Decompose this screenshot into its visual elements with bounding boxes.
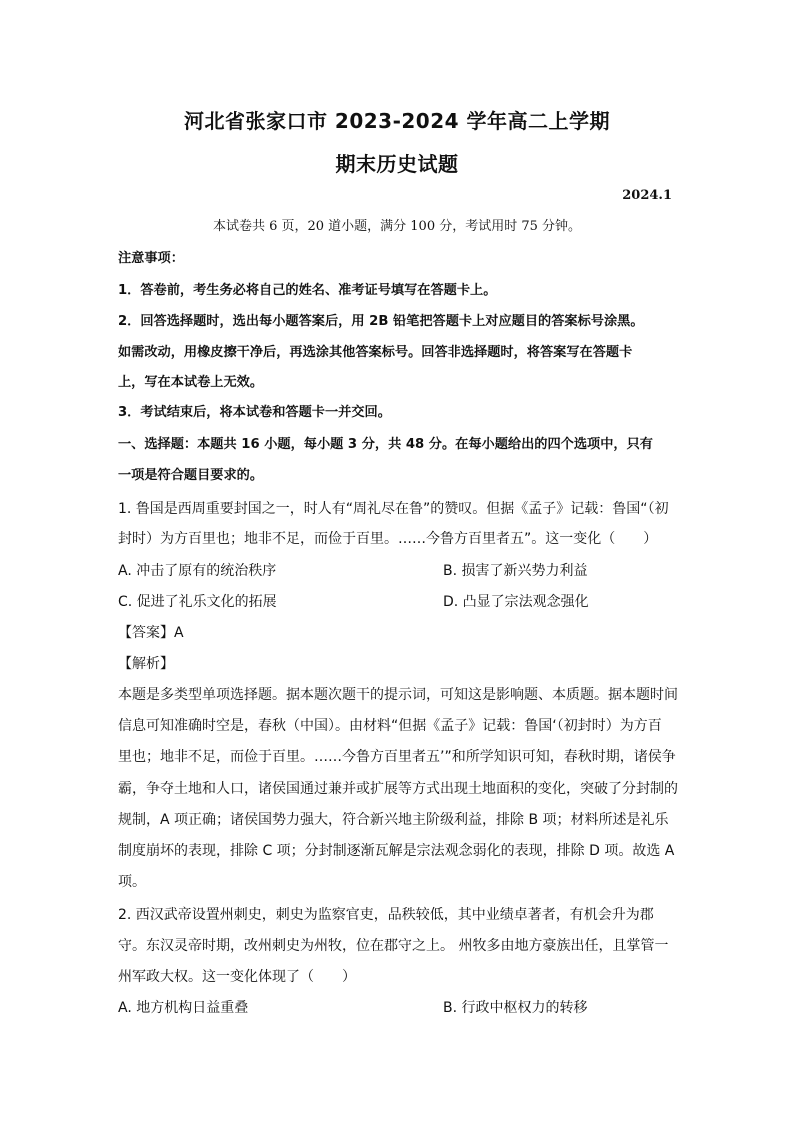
question-1-option-b: B. 损害了新兴势力利益 xyxy=(443,563,588,579)
exam-date: 2024.1 xyxy=(622,188,672,203)
notice-item-3: 3．考试结束后，将本试卷和答题卡一并交回。 xyxy=(118,405,391,420)
question-1-analysis-label: 【解析】 xyxy=(118,656,174,672)
question-1-option-a: A. 冲击了原有的统治秩序 xyxy=(118,563,277,579)
question-1-analysis-line: 规制，A 项正确；诸侯国势力强大，符合新兴地主阶级利益，排除 B 项；材料所述是礼乐 xyxy=(118,812,669,828)
question-1-stem-line-2: 封时）为方百里也；地非不足，而俭于百里。……今鲁方百里者五”。这一变化（ ） xyxy=(118,531,658,547)
section-heading-line-2: 一项是符合题目要求的。 xyxy=(118,468,264,483)
question-2-stem-line-1: 2. 西汉武帝设置州刺史，刺史为监察官吏，品秩较低，其中业绩卓著者，有机会升为郡 xyxy=(118,907,654,923)
question-1-answer: 【答案】A xyxy=(118,625,184,641)
notice-item-2-line-3: 上，写在本试卷上无效。 xyxy=(118,375,264,390)
question-1-option-c: C. 促进了礼乐文化的拓展 xyxy=(118,594,277,610)
section-heading-line-1: 一、选择题：本题共 16 小题，每小题 3 分，共 48 分。在每小题给出的四个选项中，只有 xyxy=(118,437,653,452)
notice-item-1: 1．答卷前，考生务必将自己的姓名、准考证号填写在答题卡上。 xyxy=(118,283,497,298)
question-2-stem-line-2: 守。东汉灵帝时期，改州刺史为州牧，位在郡守之上。 州牧多由地方豪族出任，且掌管一 xyxy=(118,938,669,954)
notice-item-2-line-2: 如需改动，用橡皮擦干净后，再选涂其他答案标号。回答非选择题时，将答案写在答题卡 xyxy=(118,345,633,360)
question-1-analysis-line: 里也；地非不足，而俭于百里。……今鲁方百里者五’”和所学知识可知，春秋时期，诸侯争 xyxy=(118,749,676,765)
question-1-analysis-line: 霸，争夺土地和人口，诸侯国通过兼并或扩展等方式出现土地面积的变化，突破了分封制的 xyxy=(118,781,678,797)
question-2-option-a: A. 地方机构日益重叠 xyxy=(118,1000,249,1016)
notice-heading: 注意事项： xyxy=(118,251,184,266)
notice-item-2-line-1: 2．回答选择题时，选出每小题答案后，用 2B 铅笔把答题卡上对应题目的答案标号涂黑。 xyxy=(118,314,644,329)
question-1-analysis-line: 项。 xyxy=(118,874,146,890)
question-1-analysis-line: 本题是多类型单项选择题。据本题次题干的提示词，可知这是影响题、本质题。据本题时间 xyxy=(118,687,678,703)
question-1-analysis-line: 信息可知准确时空是，春秋（中国）。由材料“但据《孟子》记载：鲁国‘（初封时）为方百 xyxy=(118,718,662,734)
exam-info: 本试卷共 6 页，20 道小题，满分 100 分，考试用时 75 分钟。 xyxy=(212,219,582,234)
question-2-option-b: B. 行政中枢权力的转移 xyxy=(443,1000,588,1016)
exam-subtitle: 期末历史试题 xyxy=(335,152,459,176)
question-1-stem-line-1: 1. 鲁国是西周重要封国之一，时人有“周礼尽在鲁”的赞叹。但据《孟子》记载：鲁国“（初 xyxy=(118,501,669,517)
question-1-analysis-line: 制度崩坏的表现，排除 C 项；分封制逐渐瓦解是宗法观念弱化的表现，排除 D 项。故选 A xyxy=(118,843,675,859)
question-2-stem-line-3: 州军政大权。这一变化体现了（ ） xyxy=(118,969,356,985)
exam-title: 河北省张家口市 2023-2024 学年高二上学期 xyxy=(183,109,611,133)
question-1-option-d: D. 凸显了宗法观念强化 xyxy=(443,594,589,610)
